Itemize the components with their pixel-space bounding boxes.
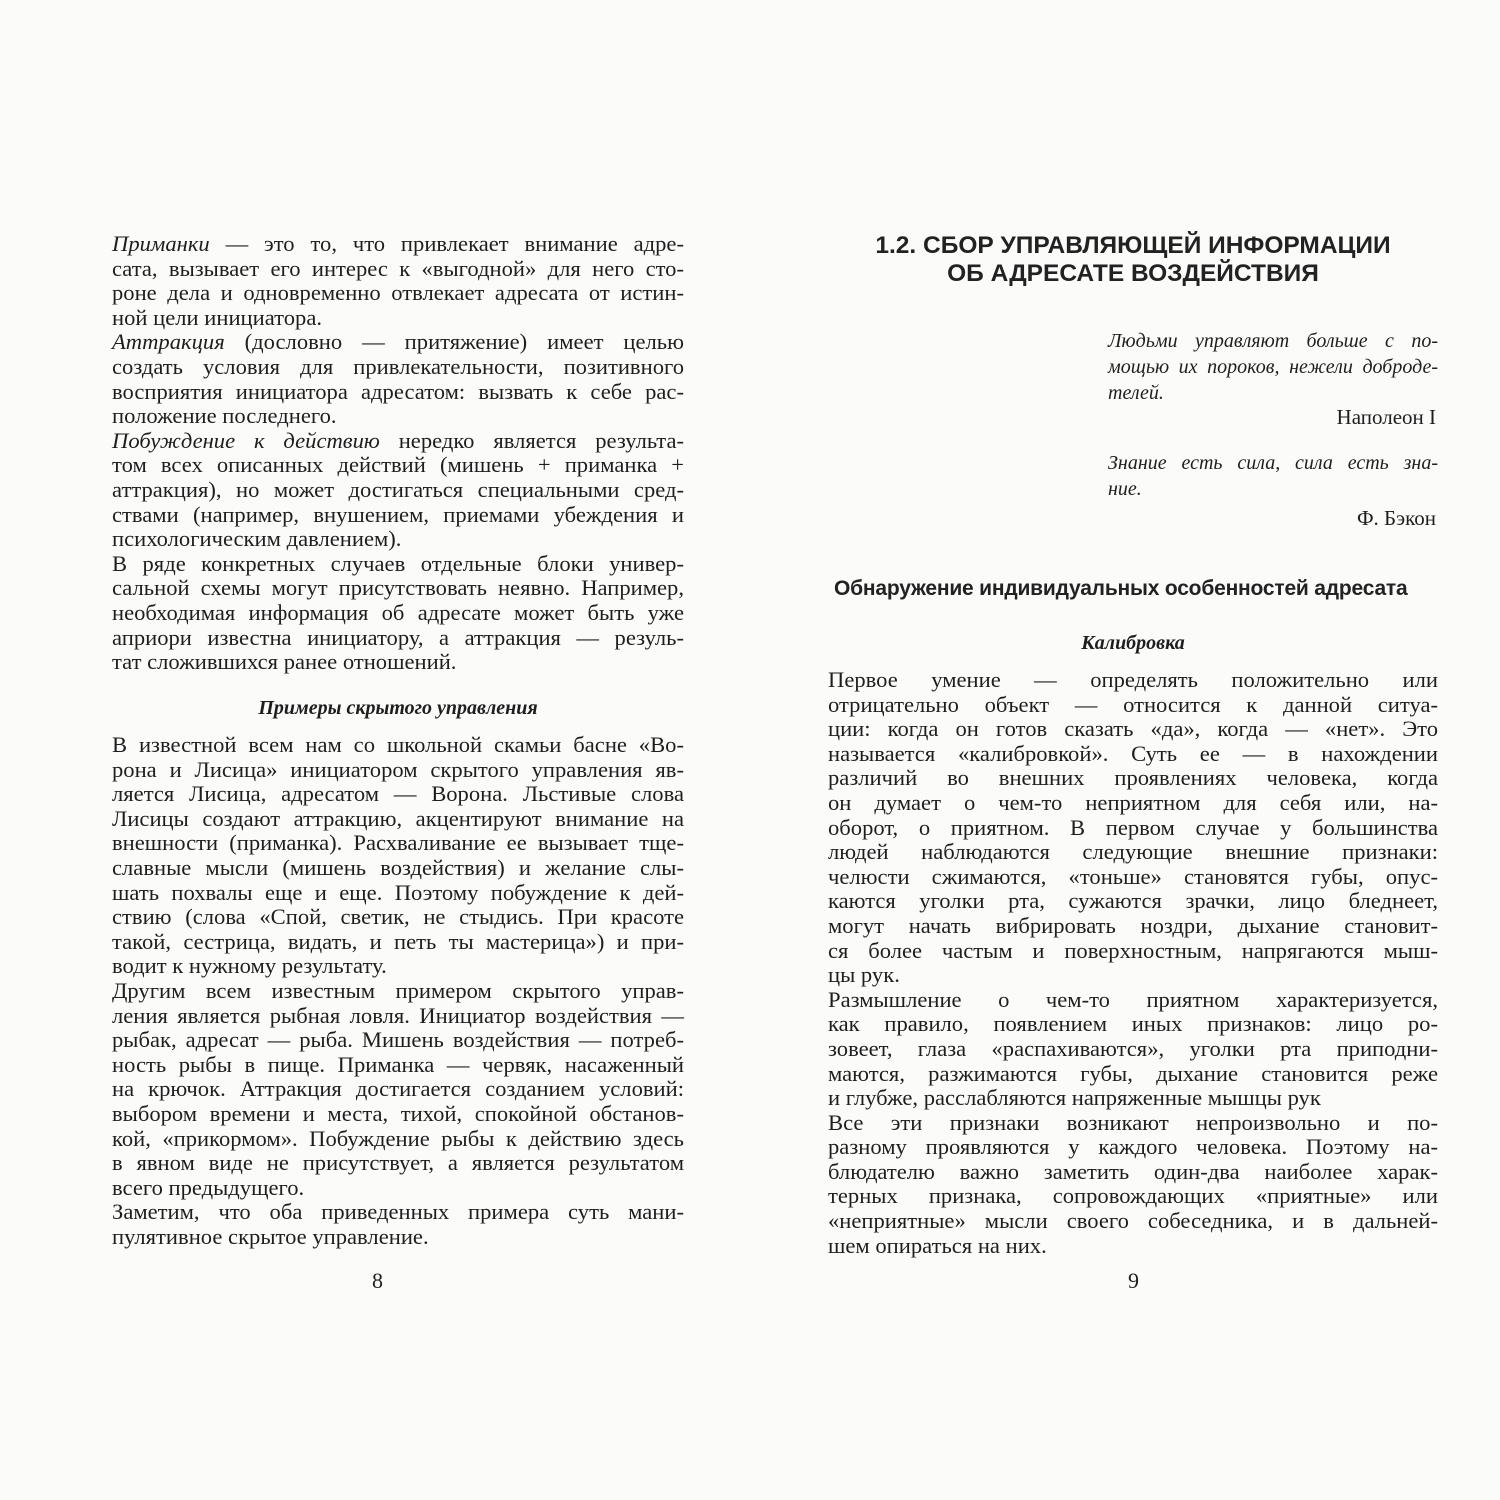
text-line	[112, 601, 684, 626]
text-line	[112, 905, 684, 930]
text-line	[828, 1111, 1438, 1136]
text-run: оборот, о приятном. В первом случае у большинства	[828, 814, 1438, 840]
text-run: ления является рыбная ловля. Инициатор воздействия —	[112, 1002, 684, 1028]
text-run: тат сложившихся ранее отношений.	[112, 649, 457, 675]
text-run: шем опираться на них.	[828, 1232, 1047, 1258]
text-line	[828, 840, 1438, 865]
text-run: — это то, что привлекает внимание адре-	[209, 231, 684, 256]
text-run: (дословно — притяжение) имеет целью	[224, 329, 684, 355]
text-line	[828, 1234, 1438, 1259]
text-run: ции: когда он готов сказать «да», когда — «нет». Это	[828, 716, 1438, 742]
text-line	[828, 988, 1438, 1013]
text-line	[112, 429, 684, 454]
italic-term: Приманки	[112, 231, 210, 256]
epigraph-bacon	[1108, 450, 1438, 502]
text-run: цы рук.	[828, 962, 900, 988]
text-run: терных признака, сопровождающих «приятные» или	[828, 1183, 1438, 1209]
text-line	[112, 306, 684, 331]
text-run: могут начать вибрировать ноздри, дыхание становит-	[828, 912, 1438, 938]
text-run: ной цели инициатора.	[112, 304, 323, 330]
right-text	[828, 668, 1438, 1258]
epigraph-line: ние.	[1108, 478, 1142, 500]
text-line	[112, 1127, 684, 1152]
paragraph	[112, 733, 684, 979]
left-text-top	[112, 232, 684, 675]
chapter-title	[828, 232, 1438, 288]
text-line	[112, 626, 684, 651]
text-run: ся более частым и поверхностным, напрягаются мыш-	[828, 937, 1438, 963]
text-line	[112, 478, 684, 503]
paragraph	[112, 232, 684, 330]
text-line	[112, 380, 684, 405]
text-line	[112, 1028, 684, 1053]
text-line	[112, 954, 684, 979]
page-number-right: 9	[1128, 1268, 1139, 1293]
paragraph	[828, 988, 1438, 1111]
text-run: в явном виде не присутствует, а является результатом	[112, 1150, 684, 1176]
text-run: различий во внешних проявлениях человека, когда	[828, 765, 1438, 791]
text-run: как правило, появлением иных признаков: лицо ро-	[828, 1011, 1438, 1037]
text-run: блюдателю важно заметить один-два наиболее харак-	[828, 1158, 1438, 1184]
text-run: маются, разжимаются губы, дыхание становится реже	[828, 1060, 1438, 1086]
text-line	[112, 1200, 684, 1225]
epigraph-napoleon	[1108, 328, 1438, 406]
text-line	[828, 865, 1438, 890]
text-line	[828, 1012, 1438, 1037]
text-line	[828, 1086, 1438, 1111]
text-line	[112, 1225, 684, 1250]
text-line	[828, 1184, 1438, 1209]
chapter-title-line2: ОБ АДРЕСАТЕ ВОЗДЕЙСТВИЯ	[947, 260, 1319, 287]
text-run: внешности (приманка). Расхваливание ее вызывает тще-	[112, 830, 684, 856]
text-run: создать условия для привлекательности, позитивного	[112, 353, 684, 379]
text-run: пулятивное скрытое управление.	[112, 1223, 429, 1249]
text-run: всего предыдущего.	[112, 1174, 305, 1200]
left-subheading: Примеры скрытого управления	[258, 697, 538, 719]
text-run: и глубже, расслабляются напряженные мышцы рук	[828, 1085, 1321, 1111]
text-line	[112, 1151, 684, 1176]
text-line	[828, 816, 1438, 841]
text-line	[828, 914, 1438, 939]
text-run: людей наблюдаются следующие внешние признаки:	[828, 839, 1438, 865]
paragraph	[828, 668, 1438, 988]
text-line	[828, 1037, 1438, 1062]
text-run: аттракция), но может достигаться специальными сред-	[112, 476, 684, 502]
page-number-left: 8	[372, 1268, 383, 1293]
text-run: роне дела и одновременно отвлекает адресата от истин-	[112, 280, 684, 306]
text-line	[828, 766, 1438, 791]
right-subheading: Калибровка	[1081, 632, 1185, 654]
text-line	[112, 330, 684, 355]
epigraph-author-bacon: Ф. Бэкон	[1356, 506, 1436, 530]
text-line	[828, 1209, 1438, 1234]
chapter-title-line1: 1.2. СБОР УПРАВЛЯЮЩЕЙ ИНФОРМАЦИИ	[875, 232, 1391, 259]
text-line	[828, 1062, 1438, 1087]
text-run: восприятия инициатора адресатом: вызвать к себе рас-	[112, 378, 684, 404]
text-run: положение последнего.	[112, 403, 337, 429]
text-run: «неприятные» мысли своего собеседника, и в дальней-	[828, 1208, 1438, 1234]
text-run: рона и Лисица» инициатором скрытого управления яв-	[112, 756, 684, 782]
text-run: шать похвалы еще и еще. Поэтому побуждение к дей-	[112, 879, 684, 905]
text-run: отрицательно объект — относится к данной ситуа-	[828, 691, 1438, 717]
epigraph-line: телей.	[1108, 382, 1164, 404]
text-run: водит к нужному результату.	[112, 953, 387, 979]
text-line	[828, 889, 1438, 914]
text-line	[112, 232, 684, 257]
text-run: челюсти сжимаются, «тоньше» становятся губы, опус-	[828, 863, 1438, 889]
italic-term: Аттракция	[112, 329, 225, 355]
text-line	[112, 404, 684, 429]
epigraph-line: мощью их пороков, нежели доброде-	[1108, 356, 1438, 378]
text-run: разному проявляются у каждого человека. Поэтому на-	[828, 1134, 1438, 1160]
text-line	[112, 979, 684, 1004]
epigraph-line: Людьми управляют больше с по-	[1108, 330, 1438, 352]
paragraph	[112, 552, 684, 675]
epigraph-author-napoleon: Наполеон I	[1336, 405, 1436, 429]
text-line	[828, 939, 1438, 964]
text-line	[112, 733, 684, 758]
text-run: сата, вызывает его интерес к «выгодной» для него сто-	[112, 255, 684, 281]
text-run: том всех описанных действий (мишень + приманка +	[112, 452, 684, 478]
text-line	[828, 742, 1438, 767]
text-run: ность рыбы в пище. Приманка — червяк, насаженный	[112, 1051, 684, 1077]
text-line	[828, 717, 1438, 742]
text-run: нередко является результа-	[379, 427, 684, 453]
text-run: Лисицы создают аттракцию, акцентируют внимание на	[112, 805, 684, 831]
text-run: выбором времени и места, тихой, спокойной обстанов-	[112, 1100, 684, 1126]
text-run: Размышление о чем-то приятном характеризуется,	[828, 986, 1438, 1012]
epigraph-line: Знание есть сила, сила есть зна-	[1108, 452, 1438, 474]
text-line	[112, 552, 684, 577]
text-run: Первое умение — определять положительно или	[828, 667, 1438, 692]
text-run: рыбак, адресат — рыба. Мишень воздействия — потреб-	[112, 1027, 684, 1053]
text-run: психологическим давлением).	[112, 526, 402, 552]
text-line	[828, 1160, 1438, 1185]
text-line	[112, 576, 684, 601]
text-run: необходимая информация об адресате может быть уже	[112, 599, 684, 625]
text-run: Другим всем известным примером скрытого управ-	[112, 977, 684, 1003]
text-line	[112, 856, 684, 881]
text-run: априори известна инициатору, а аттракция — резуль-	[112, 624, 684, 650]
text-run: кой, «прикормом». Побуждение рыбы к действию здесь	[112, 1125, 684, 1151]
text-line	[112, 1053, 684, 1078]
text-run: Заметим, что оба приведенных примера суть мани-	[112, 1199, 684, 1225]
text-line	[112, 930, 684, 955]
text-run: каются уголки рта, сужаются зрачки, лицо бледнеет,	[828, 888, 1438, 914]
text-line	[112, 453, 684, 478]
paragraph	[112, 429, 684, 552]
text-line	[112, 758, 684, 783]
text-run: В известной всем нам со школьной скамьи басне «Во-	[112, 732, 684, 757]
text-line	[112, 650, 684, 675]
left-text-bottom	[112, 733, 684, 1249]
text-run: ствию (слова «Спой, светик, не стыдись. При красоте	[112, 904, 684, 930]
text-line	[112, 881, 684, 906]
text-run: на крючок. Аттракция достигается созданием условий:	[112, 1076, 684, 1102]
text-line	[828, 791, 1438, 816]
text-run: В ряде конкретных случаев отдельные блоки универ-	[112, 550, 684, 576]
text-run: Все эти признаки возникают непроизвольно и по-	[828, 1109, 1438, 1135]
text-line	[828, 963, 1438, 988]
text-run: ляется Лисица, адресатом — Ворона. Льстивые слова	[112, 781, 684, 807]
text-line	[112, 831, 684, 856]
paragraph	[112, 330, 684, 428]
text-line	[112, 503, 684, 528]
paragraph	[112, 979, 684, 1200]
text-run: сальной схемы могут присутствовать неявно. Например,	[112, 575, 684, 601]
text-line	[112, 527, 684, 552]
italic-term: Побуждение к действию	[112, 427, 380, 453]
text-run: славные мысли (мишень воздействия) и желание слы-	[112, 854, 684, 880]
text-line	[112, 1102, 684, 1127]
text-run: ствами (например, внушением, приемами убеждения и	[112, 501, 684, 527]
text-line	[112, 1176, 684, 1201]
text-line	[828, 1135, 1438, 1160]
text-run: он думает о чем-то неприятном для себя или, на-	[828, 789, 1438, 815]
paragraph	[828, 1111, 1438, 1259]
text-run: зовеет, глаза «распахиваются», уголки рта приподни-	[828, 1035, 1438, 1061]
paragraph	[112, 1200, 684, 1249]
text-line	[112, 355, 684, 380]
text-line	[112, 1077, 684, 1102]
text-line	[112, 807, 684, 832]
text-line	[828, 693, 1438, 718]
text-line	[112, 281, 684, 306]
text-run: называется «калибровкой». Суть ее — в нахождении	[828, 740, 1438, 766]
text-line	[112, 782, 684, 807]
text-line	[112, 257, 684, 282]
text-line	[112, 1004, 684, 1029]
text-line	[828, 668, 1438, 693]
section-heading: Обнаружение индивидуальных особенностей адресата	[834, 577, 1408, 600]
text-run: такой, сестрица, видать, и петь ты мастерица») и при-	[112, 928, 684, 954]
